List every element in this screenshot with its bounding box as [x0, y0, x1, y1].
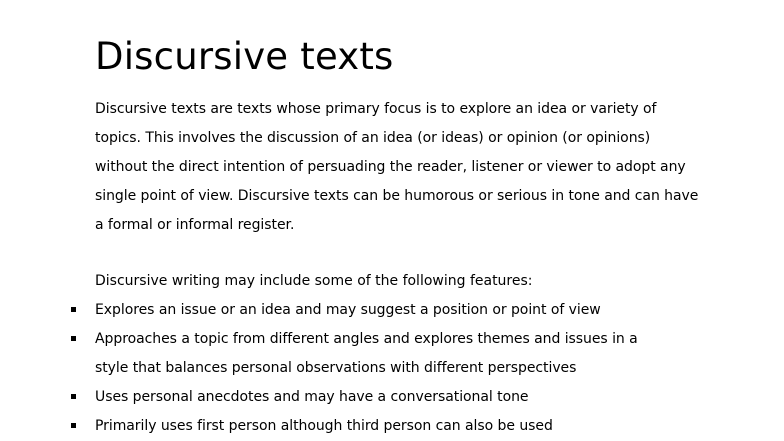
- feature-text: Explores an issue or an idea and may suggest a position or point of view: [95, 302, 601, 318]
- features-list: [0, 296, 675, 441]
- square-bullet-icon: [71, 336, 76, 341]
- feature-text: Approaches a topic from different angles and explores themes and issues in a style that balances personal observations with different perspectives: [95, 331, 638, 376]
- square-bullet-icon: [71, 394, 76, 399]
- feature-text: Primarily uses first person although third person can also be used: [95, 418, 553, 434]
- feature-item: [0, 412, 675, 441]
- intro-paragraph: Discursive texts are texts whose primary focus is to explore an idea or variety of topics. This involves the discussion of an idea (or ideas) or opinion (or opinions) without the direct intention of persuading the reader, listener or viewer to adopt any single point of view. Discursive texts can be humorous or serious in tone and can have a formal or informal register.: [95, 101, 699, 233]
- feature-item: [0, 325, 675, 383]
- document-title: Discursive texts: [95, 35, 394, 78]
- feature-item: [0, 296, 675, 325]
- feature-text: Uses personal anecdotes and may have a conversational tone: [95, 389, 529, 405]
- features-intro-text: Discursive writing may include some of the following features:: [95, 273, 533, 289]
- square-bullet-icon: [71, 307, 76, 312]
- square-bullet-icon: [71, 423, 76, 428]
- feature-item: [0, 383, 675, 412]
